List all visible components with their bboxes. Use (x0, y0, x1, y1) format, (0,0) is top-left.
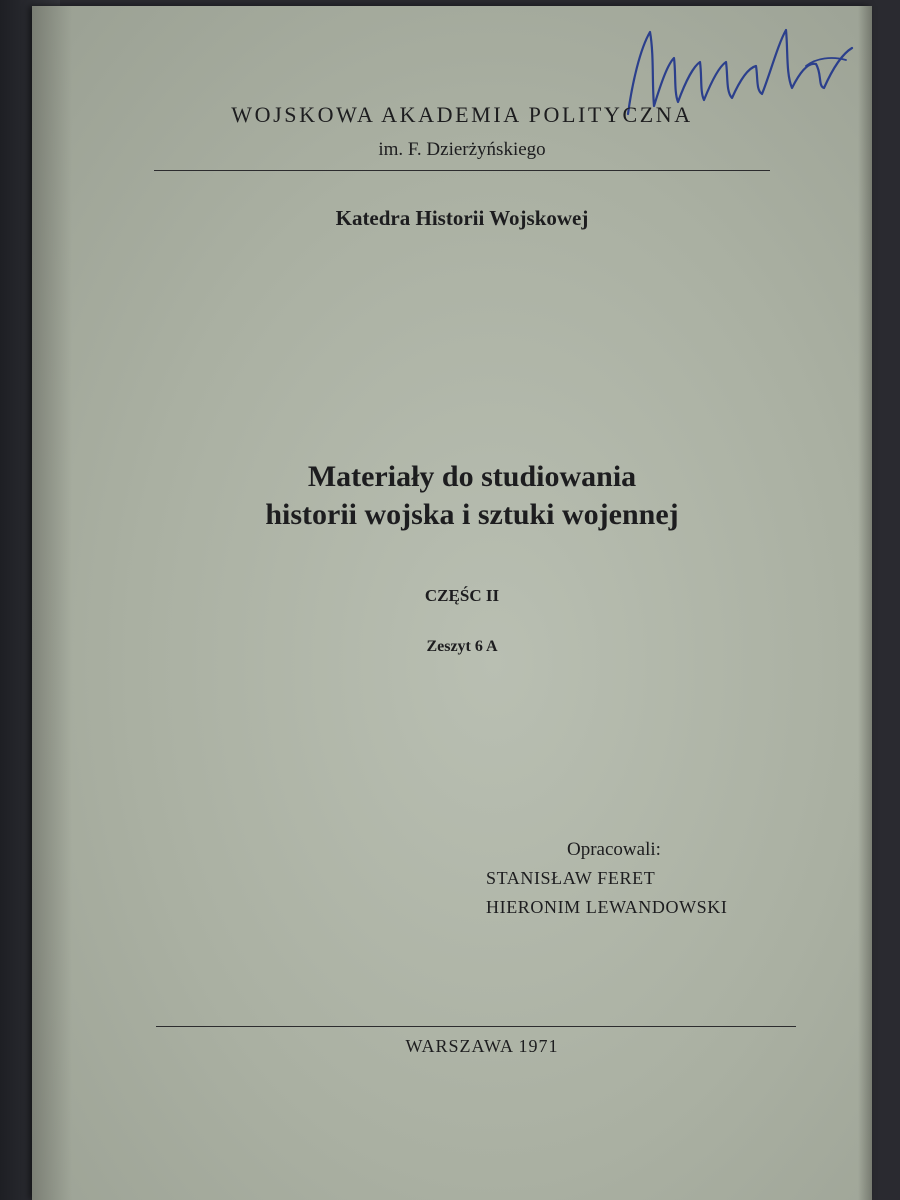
institution-patron: im. F. Dzierżyńskiego (378, 139, 546, 160)
compilers-label: Opracowali: (567, 839, 661, 860)
title-line-1: Materiały do studiowania (307, 460, 637, 493)
book-cover (32, 6, 872, 1200)
spine-shadow (32, 6, 72, 1200)
part-number: CZĘŚC II (424, 586, 500, 605)
department-name: Katedra Historii Wojskowej (335, 206, 589, 230)
institution-name: WOJSKOWA AKADEMIA POLITYCZNA (231, 102, 693, 127)
place-and-year: WARSZAWA 1971 (405, 1036, 559, 1056)
edge-shadow (858, 6, 872, 1200)
issue-number: Zeszyt 6 A (426, 638, 498, 655)
title-line-2: historii wojska i sztuki wojennej (265, 498, 679, 531)
author-name: STANISŁAW FERET (486, 868, 656, 888)
author-name: HIERONIM LEWANDOWSKI (486, 897, 728, 917)
footer-rule (156, 1026, 796, 1027)
header-rule (154, 170, 770, 171)
